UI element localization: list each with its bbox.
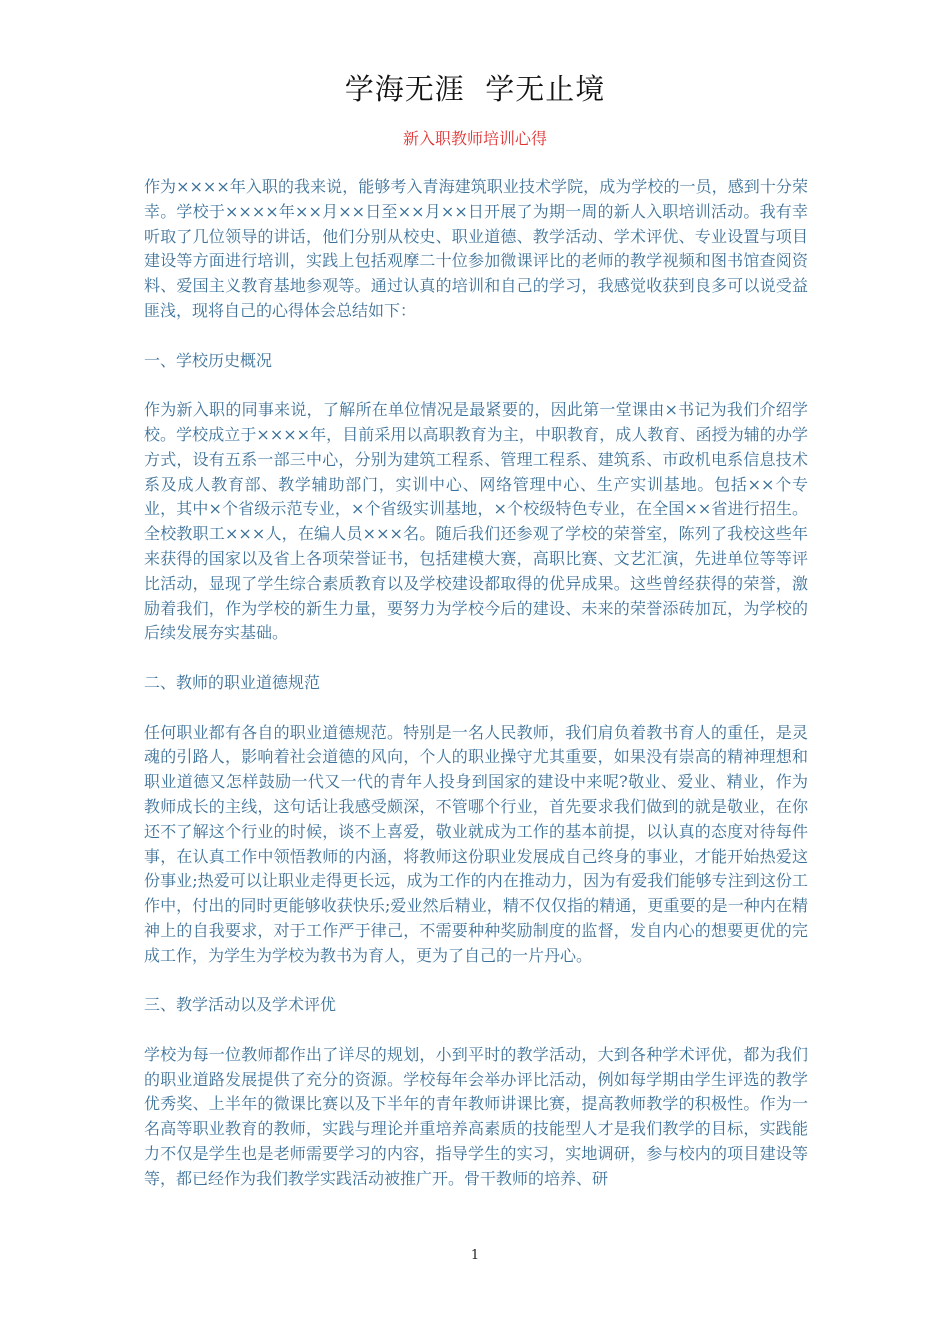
section-paragraph-history: 作为新入职的同事来说，了解所在单位情况是最紧要的，因此第一堂课由×书记为我们介绍学校。学校成立于××××年，目前采用以高职教育为主，中职教育，成人教育、函授为辅的办学方式，设有五系一部三中心，分别为建筑工程系、管理工程系、建筑系、市政机电系信息技术系及成人教育部、教学辅助部门，实训中心、网络管理中心、生产实训基地。包括××个专业，其中×个省级示范专业，×个省级实训基地，×个校级特色专业，在全国××省进行招生。全校教职工×××人，在编人员×××名。随后我们还参观了学校的荣誉室，陈列了我校这些年来获得的国家以及省上各项荣誉证书，包括建模大赛，高职比赛、文艺汇演，先进单位等等评比活动，显现了学生综合素质教育以及学校建设都取得的优异成果。这些曾经获得的荣誉，激励着我们，作为学校的新生力量，要努力为学校今后的建设、未来的荣誉添砖加瓦，为学校的后续发展夯实基础。 <box>144 400 808 643</box>
section-heading-history: 一、学校历史概况 <box>144 350 273 370</box>
section-paragraph-teaching: 学校为每一位教师都作出了详尽的规划，小到平时的教学活动，大到各种学术评优，都为我们的职业道路发展提供了充分的资源。学校每年会举办评比活动，例如每学期由学生评选的教学优秀奖、上半年的微课比赛以及下半年的青年教师讲课比赛，提高教师教学的积极性。作为一名高等职业教育的教师，实践与理论并重培养高素质的技能型人才是我们教学的目标，实践能力不仅是学生也是老师需要学习的内容，指导学生的实习，实地调研，参与校内的项目建设等等，都已经作为我们教学实践活动被推广开。骨干教师的培养、研 <box>144 1044 808 1188</box>
document-body <box>144 175 808 1192</box>
document-subtitle: 新入职教师培训心得 <box>402 129 547 148</box>
section-paragraph-ethics: 任何职业都有各自的职业道德规范。特别是一名人民教师，我们肩负着教书育人的重任，是灵魂的引路人，影响着社会道德的风向，个人的职业操守尤其重要，如果没有崇高的精神理想和职业道德又怎样鼓励一代又一代的青年人投身到国家的建设中来呢?敬业、爱业、精业，作为教师成长的主线，这句话让我感受颇深，不管哪个行业，首先要求我们做到的就是敬业，在你还不了解这个行业的时候，谈不上喜爱，敬业就成为工作的基本前提，以认真的态度对待每件事，在认真工作中领悟教师的内涵，将教师这份职业发展成自己终身的事业，才能开始热爱这份事业;热爱可以让职业走得更长远，成为工作的内在推动力，因为有爱我们能够专注到这份工作中，付出的同时更能够收获快乐;爱业然后精业，精不仅仅指的精通，更重要的是一种内在精神上的自我要求，对于工作严于律己，不需要种种奖励制度的监督，发自内心的想要更优的完成工作，为学生为学校为教书为育人，更为了自己的一片丹心。 <box>144 722 808 965</box>
page-header-title: 学海无涯 学无止境 <box>344 72 606 106</box>
paragraph-spacer <box>144 324 808 349</box>
paragraph-spacer <box>144 373 808 398</box>
intro-paragraph: 作为××××年入职的我来说，能够考入青海建筑职业技术学院，成为学校的一员，感到十分荣幸。学校于××××年××月××日至××月××日开展了为期一周的新人入职培训活动。我有幸听取了几位领导的讲话，他们分别从校史、职业道德、教学活动、学术评优、专业设置与项目建设等方面进行培训，实践上包括观摩二十位参加微课评比的老师的教学视频和图书馆查阅资料、爱国主义教育基地参观等。通过认真的培训和自己的学习，我感觉收获到良多可以说受益匪浅，现将自己的心得体会总结如下： <box>144 177 808 320</box>
page-number: 1 <box>470 1248 480 1263</box>
paragraph-spacer <box>144 969 808 994</box>
paragraph-spacer <box>144 646 808 671</box>
paragraph-spacer <box>144 1018 808 1043</box>
paragraph-spacer <box>144 696 808 721</box>
section-heading-ethics: 二、教师的职业道德规范 <box>144 672 321 692</box>
section-heading-teaching: 三、教学活动以及学术评优 <box>144 995 337 1015</box>
